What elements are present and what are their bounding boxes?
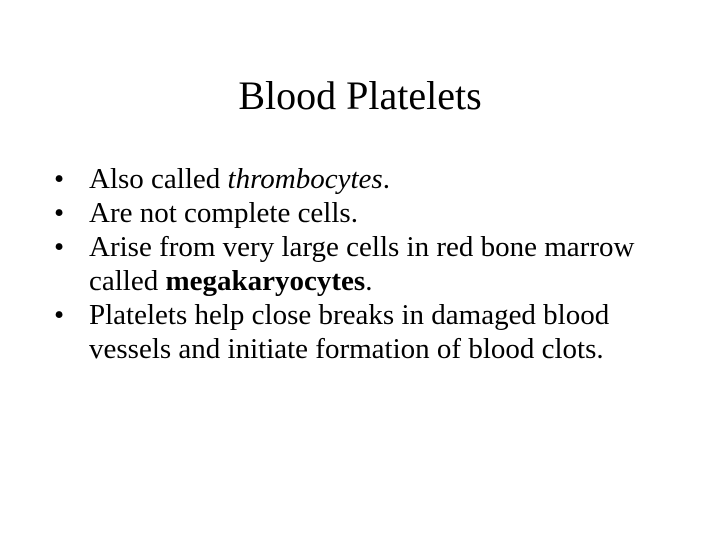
bullet-icon: • bbox=[54, 231, 65, 263]
bullet-text-part: Also called bbox=[89, 163, 228, 195]
bullet-item bbox=[54, 230, 694, 298]
bullet-text-part: . bbox=[382, 163, 390, 195]
italic-term-thrombocytes: thrombocytes bbox=[227, 163, 383, 195]
bullet-list bbox=[54, 162, 694, 366]
bullet-text-part: . bbox=[365, 265, 373, 297]
slide-title: Blood Platelets bbox=[238, 73, 482, 118]
bullet-item bbox=[54, 162, 694, 196]
bullet-icon: • bbox=[54, 163, 65, 195]
bold-term-megakaryocytes: megakaryocytes bbox=[165, 265, 366, 297]
bullet-icon: • bbox=[54, 197, 65, 229]
bullet-text: Platelets help close breaks in damaged blood vessels and initiate formation of blood clots. bbox=[89, 299, 610, 365]
bullet-icon: • bbox=[54, 299, 65, 331]
bullet-text-part: Arise from very large cells in red bone marrow called bbox=[89, 231, 635, 297]
bullet-text: Are not complete cells. bbox=[89, 197, 358, 229]
bullet-item bbox=[54, 196, 694, 230]
bullet-item bbox=[54, 298, 694, 366]
